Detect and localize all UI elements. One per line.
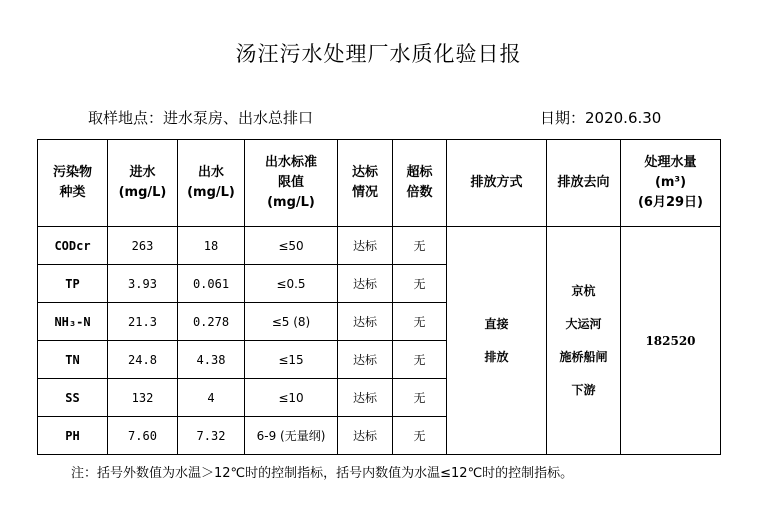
treated-volume: 182520 bbox=[621, 227, 721, 455]
header-discharge-to: 排放去向 bbox=[547, 140, 621, 227]
pollutant-name: TN bbox=[38, 341, 108, 379]
outflow-value: 18 bbox=[178, 227, 245, 265]
outflow-value: 4 bbox=[178, 379, 245, 417]
report-title: 汤汪污水处理厂水质化验日报 bbox=[235, 42, 522, 66]
outflow-value: 7.32 bbox=[178, 417, 245, 455]
compliance-status: 达标 bbox=[338, 341, 393, 379]
report-date: 日期：2020.6.30 bbox=[540, 109, 662, 127]
limit-value: ≤10 bbox=[245, 379, 338, 417]
limit-value: ≤50 bbox=[245, 227, 338, 265]
compliance-status: 达标 bbox=[338, 303, 393, 341]
exceed-value: 无 bbox=[393, 417, 447, 455]
pollutant-name: TP bbox=[38, 265, 108, 303]
limit-value: ≤15 bbox=[245, 341, 338, 379]
pollutant-name: CODcr bbox=[38, 227, 108, 265]
compliance-status: 达标 bbox=[338, 227, 393, 265]
limit-value: 6-9 (无量纲) bbox=[245, 417, 338, 455]
header-exceed: 超标 倍数 bbox=[393, 140, 447, 227]
limit-value: ≤0.5 bbox=[245, 265, 338, 303]
exceed-value: 无 bbox=[393, 227, 447, 265]
inflow-value: 263 bbox=[108, 227, 178, 265]
header-volume: 处理水量 (m³) (6月29日) bbox=[621, 140, 721, 227]
exceed-value: 无 bbox=[393, 379, 447, 417]
exceed-value: 无 bbox=[393, 265, 447, 303]
inflow-value: 24.8 bbox=[108, 341, 178, 379]
header-limit: 出水标准 限值 (mg/L) bbox=[245, 140, 338, 227]
exceed-value: 无 bbox=[393, 303, 447, 341]
outflow-value: 0.278 bbox=[178, 303, 245, 341]
exceed-value: 无 bbox=[393, 341, 447, 379]
inflow-value: 7.60 bbox=[108, 417, 178, 455]
outflow-value: 0.061 bbox=[178, 265, 245, 303]
header-compliance: 达标 情况 bbox=[338, 140, 393, 227]
discharge-destination: 京杭 大运河 施桥船闸 下游 bbox=[547, 227, 621, 455]
header-discharge-method: 排放方式 bbox=[447, 140, 547, 227]
limit-value: ≤5 (8) bbox=[245, 303, 338, 341]
inflow-value: 21.3 bbox=[108, 303, 178, 341]
compliance-status: 达标 bbox=[338, 379, 393, 417]
inflow-value: 3.93 bbox=[108, 265, 178, 303]
sampling-place: 取样地点：进水泵房、出水总排口 bbox=[88, 109, 314, 127]
pollutant-name: SS bbox=[38, 379, 108, 417]
footnote: 注：括号外数值为水温＞12℃时的控制指标，括号内数值为水温≤12℃时的控制指标。 bbox=[71, 466, 574, 481]
discharge-method: 直接 排放 bbox=[447, 227, 547, 455]
table-row bbox=[38, 227, 721, 265]
header-inflow: 进水 (mg/L) bbox=[108, 140, 178, 227]
header-pollutant: 污染物 种类 bbox=[38, 140, 108, 227]
compliance-status: 达标 bbox=[338, 417, 393, 455]
header-row bbox=[38, 140, 721, 227]
header-outflow: 出水 (mg/L) bbox=[178, 140, 245, 227]
water-quality-table bbox=[37, 139, 721, 455]
inflow-value: 132 bbox=[108, 379, 178, 417]
pollutant-name: NH₃-N bbox=[38, 303, 108, 341]
pollutant-name: PH bbox=[38, 417, 108, 455]
outflow-value: 4.38 bbox=[178, 341, 245, 379]
compliance-status: 达标 bbox=[338, 265, 393, 303]
